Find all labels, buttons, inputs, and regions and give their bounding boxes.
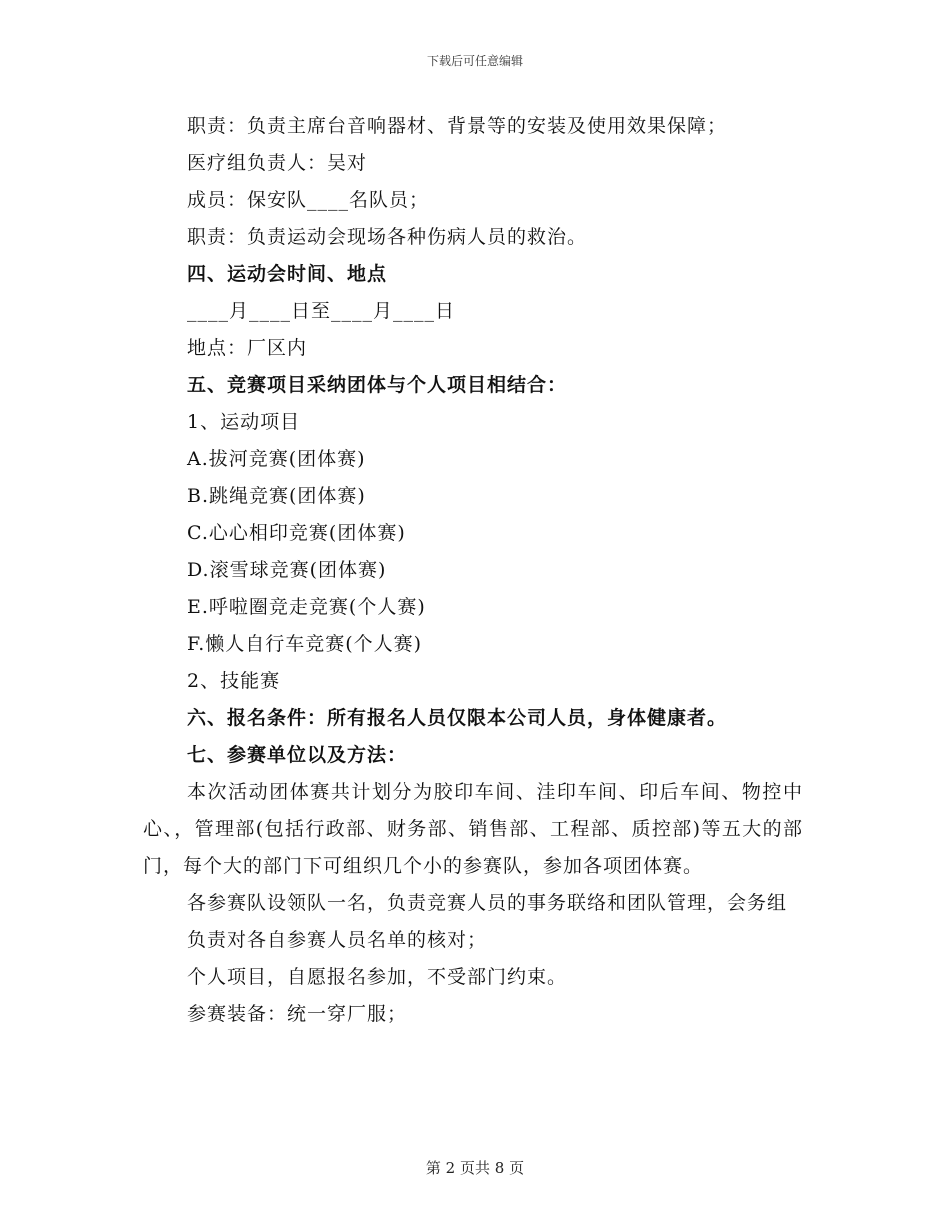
- text-line: 地点：厂区内: [187, 337, 308, 359]
- text-line: 职责：负责主席台音响器材、背景等的安装及使用效果保障；: [187, 115, 728, 137]
- text-line: 参赛装备：统一穿厂服；: [187, 1003, 408, 1025]
- paragraph: 本次活动团体赛共计划分为胶印车间、洼印车间、印后车间、物控中心、，管理部(包括行政部、财务部、销售部、工程部、质控部)等五大的部门，每个大的部门下可组织几个小的参赛队，参加各项团体赛。: [143, 781, 803, 877]
- text-line: ____月____日至____月____日: [187, 300, 456, 322]
- page-header: 下载后可任意编辑: [426, 54, 523, 68]
- page-footer: 第 2 页共 8 页: [425, 1159, 525, 1177]
- list-item: C.心心相印竞赛(团体赛): [187, 522, 406, 544]
- list-item: D.滚雪球竞赛(团体赛): [187, 559, 387, 581]
- section-heading: 四、运动会时间、地点: [187, 263, 388, 285]
- document-body: [143, 108, 803, 1033]
- text-line: 职责：负责运动会现场各种伤病人员的救治。: [187, 226, 588, 248]
- section-heading: 五、竞赛项目采纳团体与个人项目相结合：: [187, 374, 568, 396]
- text-line: 个人项目，自愿报名参加，不受部门约束。: [187, 966, 568, 988]
- section-heading: 七、参赛单位以及方法：: [187, 744, 408, 766]
- list-item: F.懒人自行车竞赛(个人赛): [187, 633, 423, 655]
- text-line: 成员：保安队____名队员；: [187, 189, 430, 211]
- text-line: 负责对各自参赛人员名单的核对；: [187, 929, 488, 951]
- list-item: A.拔河竞赛(团体赛): [187, 448, 366, 470]
- list-item: E.呼啦圈竞走竞赛(个人赛): [187, 596, 426, 618]
- text-line: 医疗组负责人：吴对: [187, 152, 368, 174]
- paragraph: 各参赛队设领队一名，负责竞赛人员的事务联络和团队管理，会务组: [187, 892, 788, 914]
- list-heading: 2、技能赛: [187, 670, 281, 692]
- list-heading: 1、运动项目: [187, 411, 301, 433]
- list-item: B.跳绳竞赛(团体赛): [187, 485, 366, 507]
- section-heading: 六、报名条件：所有报名人员仅限本公司人员，身体健康者。: [187, 707, 728, 729]
